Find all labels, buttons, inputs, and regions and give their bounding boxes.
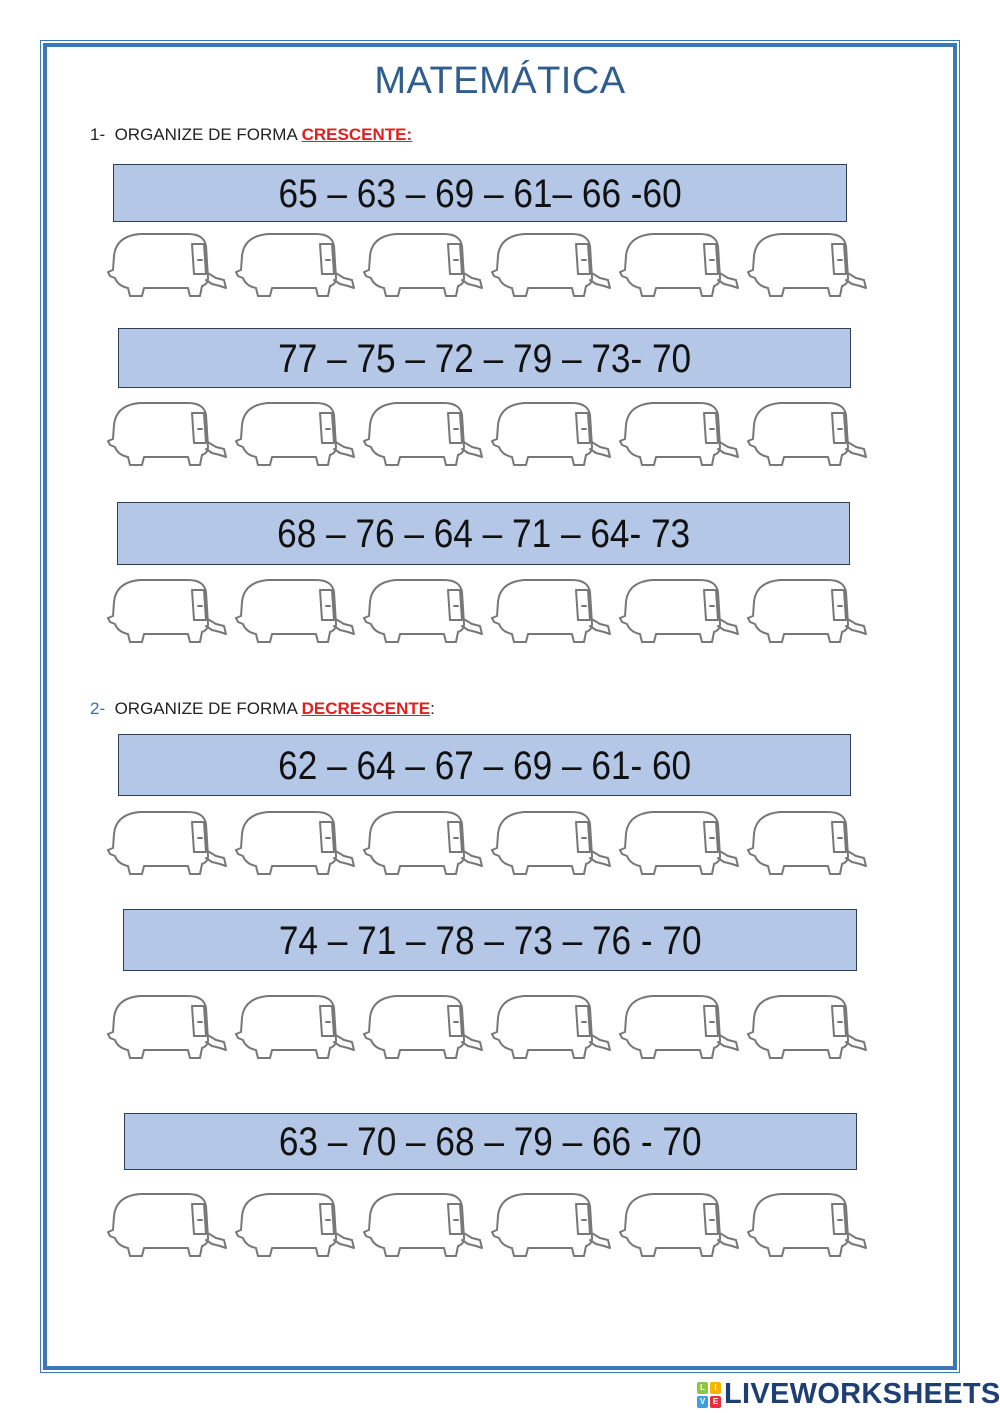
elephant-answer-slot[interactable]	[612, 988, 742, 1068]
elephant-answer-slot[interactable]	[740, 395, 870, 475]
elephant-answer-slot[interactable]	[740, 1186, 870, 1266]
elephant-answer-slot[interactable]	[100, 804, 230, 884]
elephant-answer-slot[interactable]	[612, 572, 742, 652]
elephant-answer-slot[interactable]	[228, 226, 358, 306]
elephant-answer-slot[interactable]	[740, 804, 870, 884]
elephant-answer-slot[interactable]	[228, 988, 358, 1068]
logo-text: LIVEWORKSHEETS	[724, 1378, 1000, 1410]
elephant-answer-slot[interactable]	[612, 395, 742, 475]
instruction-number: 1-	[90, 125, 106, 144]
elephant-answer-slot[interactable]	[612, 226, 742, 306]
number-sequence-box	[123, 909, 857, 971]
logo-tile: I	[710, 1382, 721, 1394]
elephant-answer-slot[interactable]	[484, 226, 614, 306]
logo-icon	[697, 1382, 721, 1408]
instruction-keyword: DECRESCENTE	[301, 699, 431, 718]
liveworksheets-logo[interactable]	[697, 1378, 1000, 1411]
number-sequence: 65 – 63 – 69 – 61– 66 -60	[278, 172, 682, 216]
elephant-answer-slot[interactable]	[100, 988, 230, 1068]
elephant-answer-slot[interactable]	[740, 226, 870, 306]
elephant-answer-slot[interactable]	[100, 1186, 230, 1266]
number-sequence: 68 – 76 – 64 – 71 – 64- 73	[277, 512, 690, 556]
instruction-2	[90, 699, 435, 719]
instruction-number: 2-	[90, 699, 106, 718]
elephant-answer-row	[100, 395, 890, 475]
elephant-answer-slot[interactable]	[228, 572, 358, 652]
elephant-answer-slot[interactable]	[484, 395, 614, 475]
elephant-answer-slot[interactable]	[228, 395, 358, 475]
number-sequence: 63 – 70 – 68 – 79 – 66 - 70	[279, 1120, 702, 1164]
elephant-answer-slot[interactable]	[484, 572, 614, 652]
logo-tile: L	[697, 1382, 708, 1394]
elephant-answer-row	[100, 572, 890, 652]
elephant-answer-slot[interactable]	[740, 988, 870, 1068]
elephant-answer-slot[interactable]	[484, 1186, 614, 1266]
elephant-answer-row	[100, 804, 890, 884]
number-sequence-box	[117, 502, 850, 565]
elephant-answer-slot[interactable]	[228, 804, 358, 884]
elephant-answer-slot[interactable]	[484, 804, 614, 884]
elephant-answer-slot[interactable]	[100, 395, 230, 475]
number-sequence: 62 – 64 – 67 – 69 – 61- 60	[278, 744, 691, 788]
elephant-answer-slot[interactable]	[356, 395, 486, 475]
instruction-trailing: :	[430, 699, 435, 718]
number-sequence-box	[113, 164, 847, 222]
elephant-answer-slot[interactable]	[484, 988, 614, 1068]
elephant-answer-slot[interactable]	[612, 804, 742, 884]
elephant-answer-row	[100, 1186, 890, 1266]
number-sequence-box	[118, 734, 851, 796]
elephant-answer-row	[100, 226, 890, 306]
page-title: MATEMÁTICA	[374, 60, 626, 102]
logo-tile: E	[710, 1396, 721, 1408]
elephant-answer-slot[interactable]	[612, 1186, 742, 1266]
number-sequence: 74 – 71 – 78 – 73 – 76 - 70	[278, 919, 702, 963]
elephant-answer-slot[interactable]	[228, 1186, 358, 1266]
elephant-answer-slot[interactable]	[100, 226, 230, 306]
instruction-text: ORGANIZE DE FORMA	[114, 125, 302, 144]
elephant-answer-slot[interactable]	[356, 226, 486, 306]
instruction-keyword: CRESCENTE:	[301, 125, 413, 144]
elephant-answer-row	[100, 988, 890, 1068]
elephant-answer-slot[interactable]	[356, 572, 486, 652]
instruction-text: ORGANIZE DE FORMA	[114, 699, 302, 718]
elephant-answer-slot[interactable]	[100, 572, 230, 652]
elephant-answer-slot[interactable]	[740, 572, 870, 652]
number-sequence-box	[118, 328, 851, 388]
elephant-answer-slot[interactable]	[356, 1186, 486, 1266]
number-sequence: 77 – 75 – 72 – 79 – 73- 70	[278, 337, 691, 381]
elephant-answer-slot[interactable]	[356, 988, 486, 1068]
number-sequence-box	[124, 1113, 857, 1170]
elephant-answer-slot[interactable]	[356, 804, 486, 884]
instruction-1	[90, 125, 412, 145]
logo-tile: V	[697, 1396, 708, 1408]
